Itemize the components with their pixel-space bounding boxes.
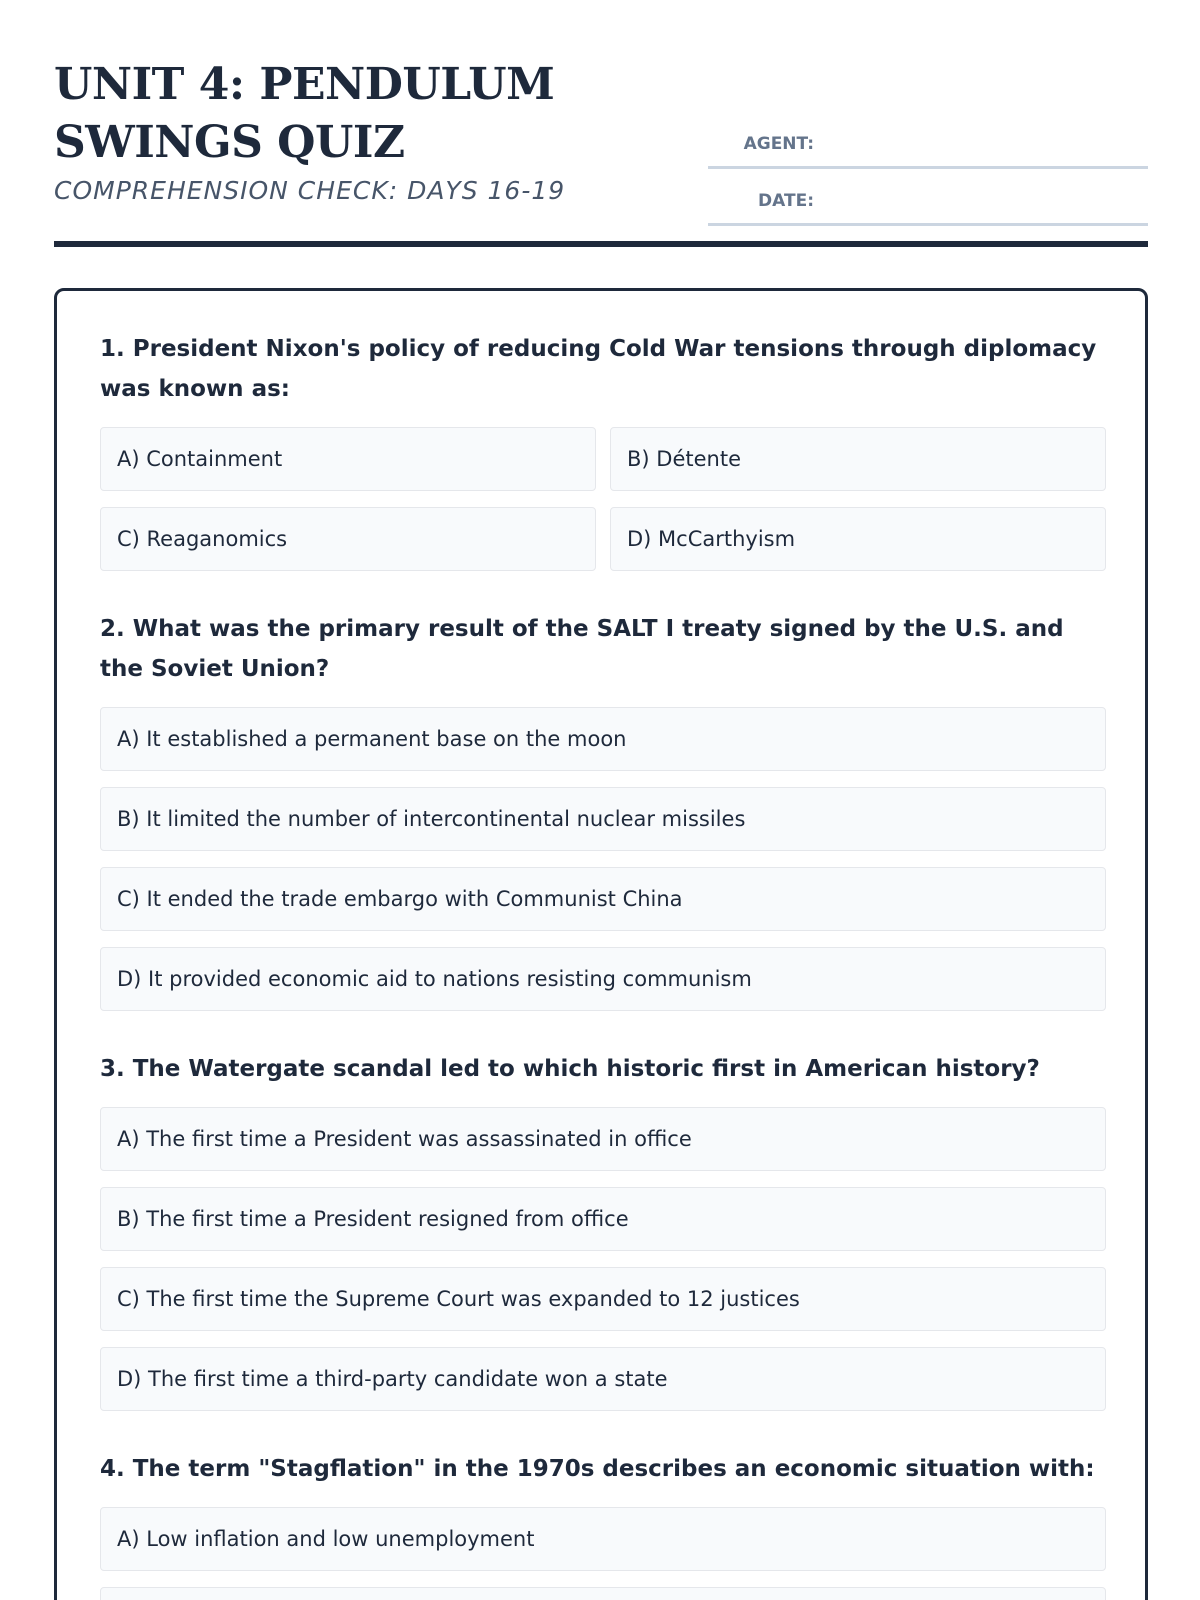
question-4-option-a[interactable]: A) Low inflation and low unemployment — [100, 1507, 1106, 1571]
question-2-option-c[interactable]: C) It ended the trade embargo with Communist China — [100, 867, 1106, 931]
student-fields — [708, 112, 1148, 226]
question-4: 4. The term "Stagflation" in the 1970s describes an economic situation with: — [100, 1456, 1095, 1482]
question-2-option-b[interactable]: B) It limited the number of intercontinental nuclear missiles — [100, 787, 1106, 851]
question-4-option-b[interactable] — [100, 1587, 1106, 1600]
agent-label: AGENT: — [743, 134, 814, 154]
agent-field[interactable] — [708, 112, 1148, 169]
quiz-card — [54, 288, 1148, 1600]
question-1-option-c[interactable]: C) Reaganomics — [100, 507, 596, 571]
question-3-option-c[interactable]: C) The first time the Supreme Court was expanded to 12 justices — [100, 1267, 1106, 1331]
question-1-option-b[interactable]: B) Détente — [610, 427, 1106, 491]
question-1: 1. President Nixon's policy of reducing Cold War tensions through diplomacy was known as: — [100, 336, 1097, 402]
question-3-option-b[interactable]: B) The first time a President resigned from office — [100, 1187, 1106, 1251]
question-3-option-a[interactable]: A) The first time a President was assassinated in office — [100, 1107, 1106, 1171]
question-1-option-a[interactable]: A) Containment — [100, 427, 596, 491]
question-3: 3. The Watergate scandal led to which historic first in American history? — [100, 1056, 1040, 1082]
title-block — [54, 56, 654, 208]
question-1-option-d[interactable]: D) McCarthyism — [610, 507, 1106, 571]
question-3-option-d[interactable]: D) The first time a third-party candidate won a state — [100, 1347, 1106, 1411]
quiz-title — [54, 56, 654, 172]
quiz-subtitle: COMPREHENSION CHECK: DAYS 16-19 — [54, 176, 566, 205]
quiz-header — [54, 56, 1148, 246]
question-2-option-a[interactable]: A) It established a permanent base on the moon — [100, 707, 1106, 771]
quiz-title-line-2: SWINGS QUIZ — [54, 117, 405, 168]
quiz-title-line-1: UNIT 4: PENDULUM — [54, 59, 555, 110]
date-field[interactable] — [708, 169, 1148, 226]
date-label: DATE: — [758, 191, 814, 211]
question-2: 2. What was the primary result of the SALT I treaty signed by the U.S. and the Soviet Union? — [100, 616, 1064, 682]
header-divider — [54, 241, 1148, 247]
question-2-option-d[interactable]: D) It provided economic aid to nations resisting communism — [100, 947, 1106, 1011]
